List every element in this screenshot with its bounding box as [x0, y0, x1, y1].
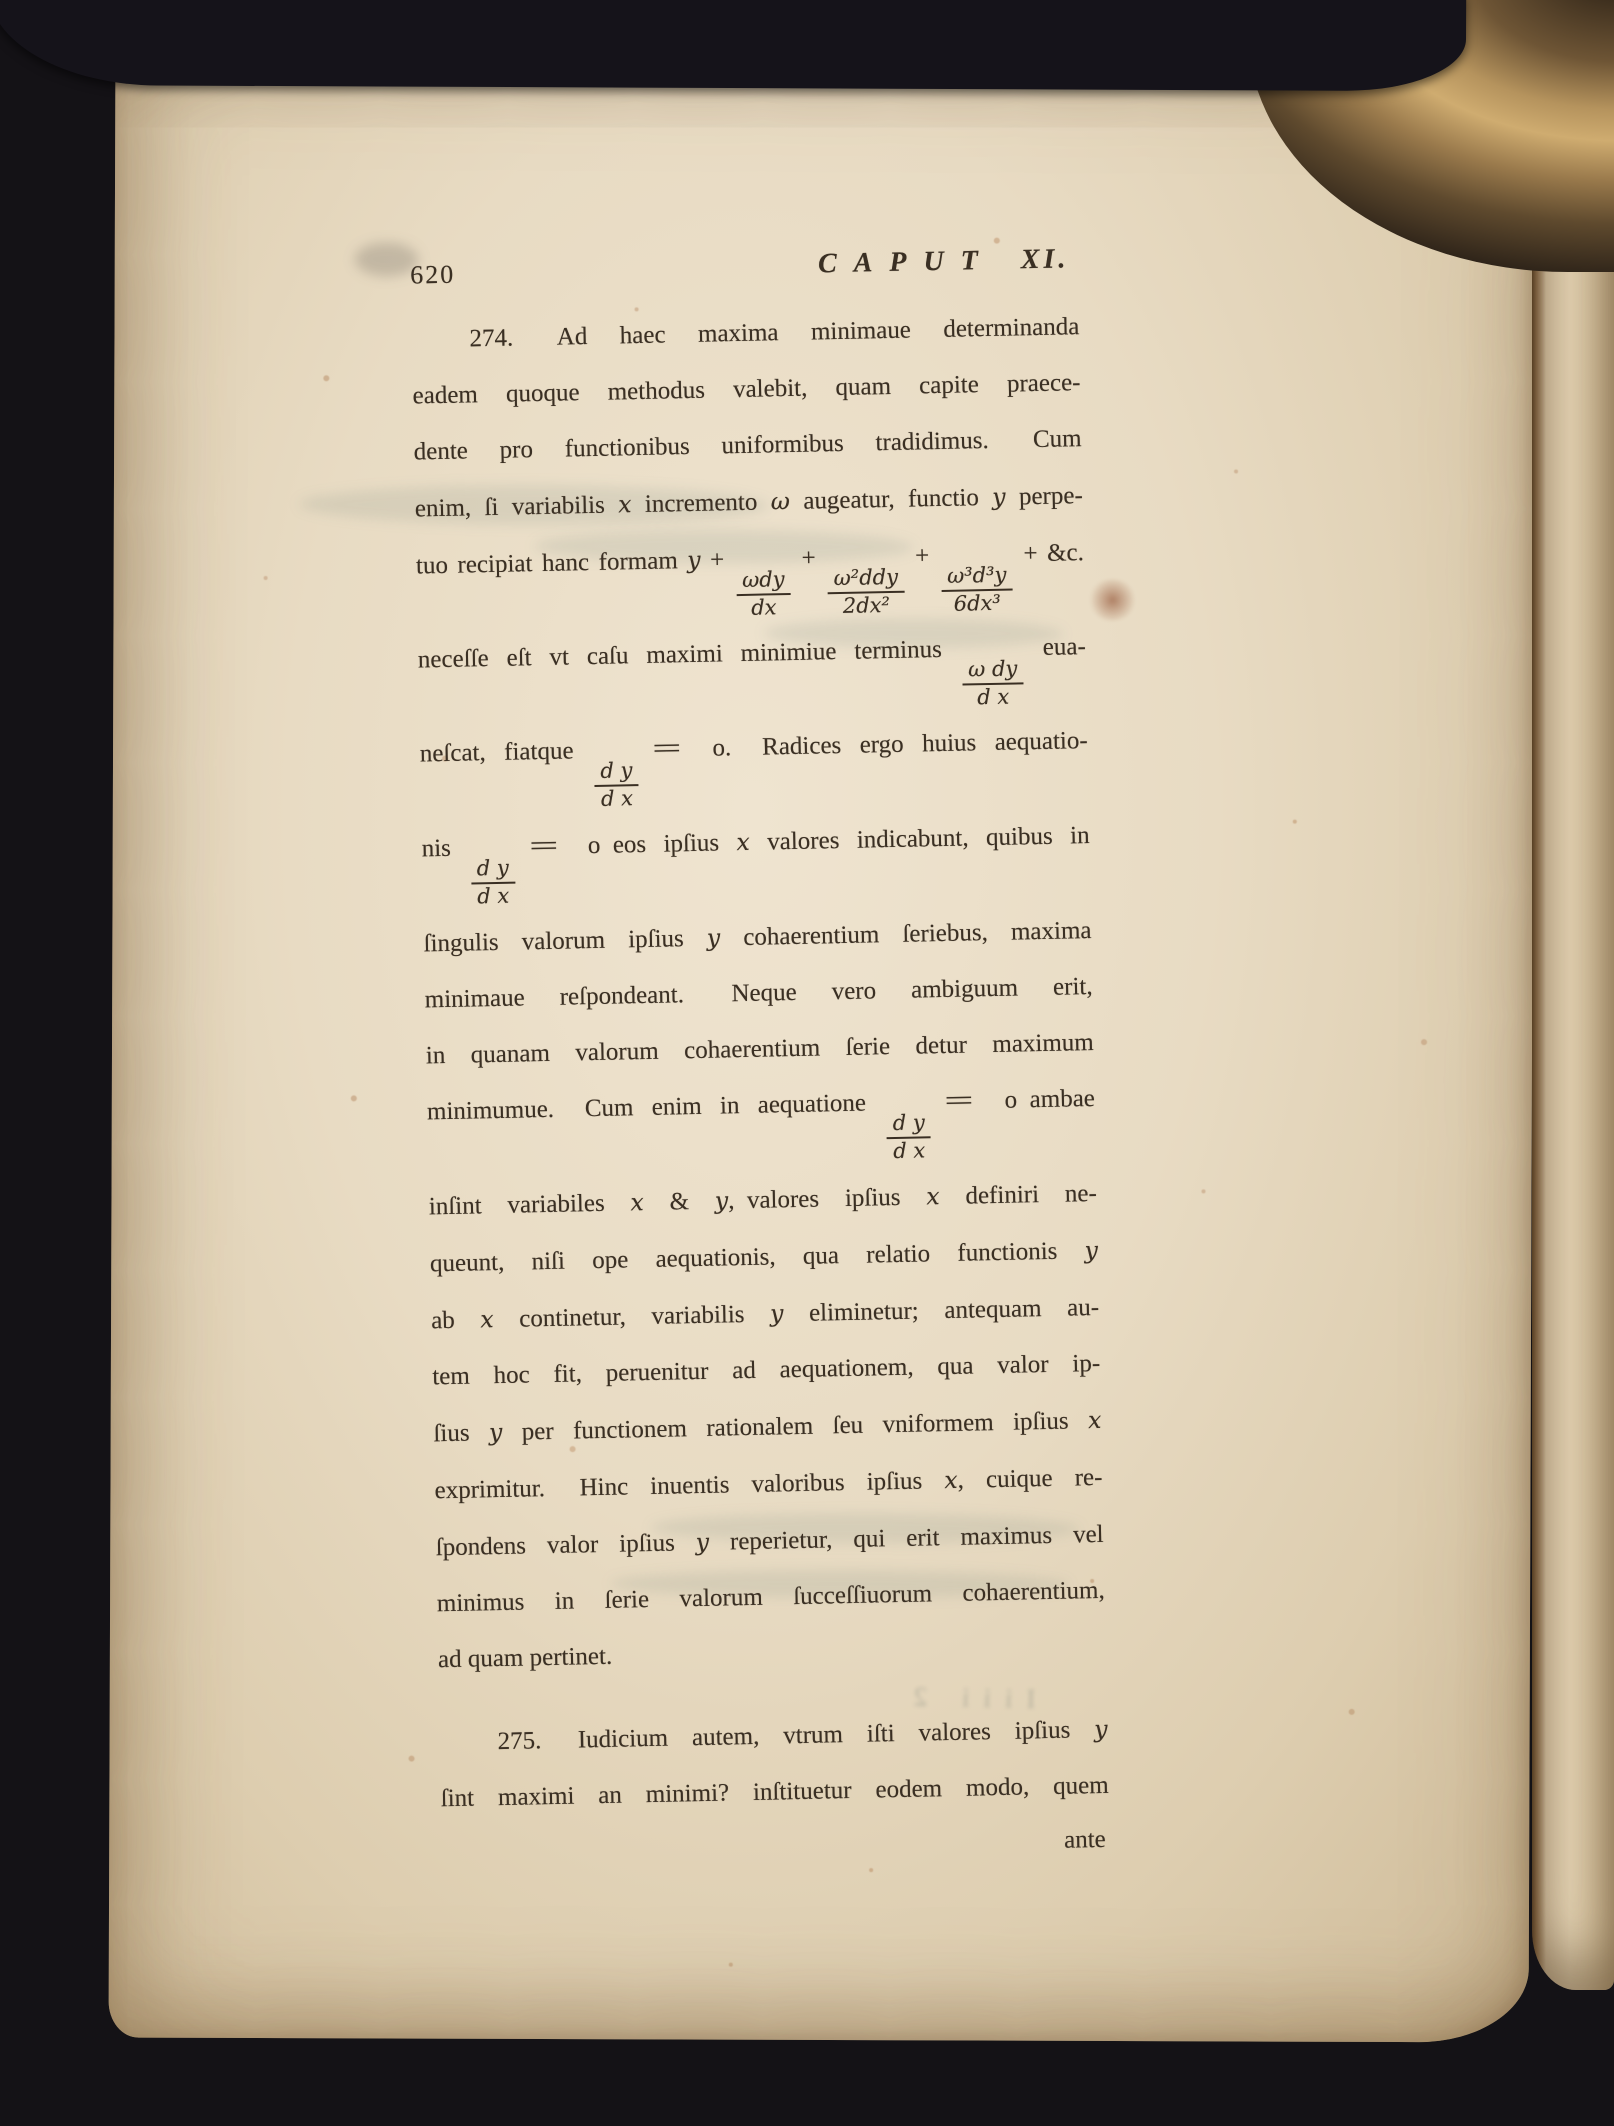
- text-segment: reperietur, qui erit maximus vel: [708, 1521, 1104, 1556]
- fraction: [941, 564, 1013, 616]
- fraction-denominator: dx: [750, 594, 777, 620]
- text-segment: 275. Iudicium autem, vtrum iſti valores ipſius: [497, 1716, 1095, 1756]
- text-segment: , valores ipſius: [727, 1183, 927, 1215]
- equals-sign: =: [528, 831, 559, 862]
- text-segment: + &c.: [1013, 539, 1085, 568]
- running-title-chapter: CAPUT: [817, 244, 996, 280]
- equals-sign: =: [651, 733, 683, 765]
- fraction-numerator: d y: [470, 857, 515, 884]
- text-segment: queunt, niſi ope aequationis, qua relatio functionis: [429, 1237, 1085, 1278]
- fraction: [827, 566, 904, 619]
- text-line: [417, 619, 1087, 726]
- text-segment: augeatur, functio: [789, 483, 993, 515]
- text-segment: dente pro functionibus uniformibus tradidimus. Cum: [413, 425, 1082, 466]
- text-segment: x: [944, 1465, 958, 1495]
- text-segment: valores indicabunt, quibus in: [749, 822, 1090, 856]
- equals-sign: =: [944, 1086, 975, 1117]
- text-segment: ω: [770, 486, 791, 516]
- text-block: [410, 241, 1110, 1879]
- text-segment: y: [706, 923, 721, 952]
- text-line: [426, 1071, 1096, 1178]
- text-segment: y: [1093, 1715, 1108, 1744]
- fraction-denominator: 2dx²: [842, 592, 891, 618]
- fraction: [962, 657, 1024, 709]
- text-segment: ſingulis valorum ipſius: [423, 924, 708, 958]
- book-page: [109, 56, 1536, 2043]
- show-through-signature: Iiii 2: [899, 1681, 1036, 1714]
- text-segment: +: [905, 542, 939, 570]
- fraction-denominator: d x: [600, 785, 634, 811]
- text-segment: ſint maximi an minimi? inſtituetur eodem modo, quem: [440, 1771, 1109, 1813]
- text-line: [419, 713, 1089, 820]
- text-segment: , cuique re-: [957, 1464, 1103, 1494]
- text-segment: minimaue reſpondeant. Neque vero ambiguum erit,: [424, 973, 1093, 1014]
- text-segment: eliminetur; antequam au-: [783, 1294, 1100, 1328]
- fraction-numerator: ω²ddy: [827, 566, 904, 594]
- running-title-number: XI.: [1020, 243, 1070, 276]
- text-segment: ſius: [433, 1419, 490, 1448]
- text-segment: ab: [430, 1306, 481, 1335]
- text-segment: y: [695, 1527, 710, 1557]
- text-segment: perpe-: [1005, 482, 1084, 511]
- text-segment: exprimitur. Hinc inuentis valoribus ipſius: [434, 1467, 945, 1505]
- paragraph-275: [439, 1701, 1109, 1827]
- text-segment: &: [643, 1187, 716, 1217]
- text-segment: in quanam valorum cohaerentium ſerie detur maximum: [425, 1029, 1094, 1070]
- catchword: ante: [1063, 1826, 1106, 1854]
- page-number: 620: [409, 259, 456, 290]
- page-fore-edge: [1532, 92, 1614, 1990]
- text-segment: neceſſe eſt vt caſu maximi minimiue terminus: [417, 635, 961, 674]
- text-segment: y: [714, 1186, 729, 1215]
- fraction-denominator: d x: [477, 883, 510, 908]
- fraction-denominator: d x: [893, 1138, 926, 1163]
- text-segment: x: [736, 827, 751, 857]
- text-line: [415, 524, 1085, 632]
- text-segment: inſint variabiles: [428, 1189, 631, 1221]
- text-segment: eua-: [1024, 633, 1087, 662]
- text-segment: y: [488, 1418, 503, 1447]
- text-segment: minimus in ſerie valorum ſucceſſiuorum cohaerentium,: [436, 1577, 1105, 1618]
- text-line: [437, 1619, 1106, 1688]
- paragraph-274: [411, 299, 1106, 1688]
- text-segment: minimumue. Cum enim in aequatione: [426, 1089, 885, 1126]
- text-segment: y: [686, 545, 701, 575]
- fraction: [886, 1111, 931, 1163]
- text-segment: x: [630, 1188, 645, 1217]
- text-segment: x: [617, 490, 632, 519]
- text-segment: o eos ipſius: [570, 829, 737, 860]
- text-segment: ad quam pertinet.: [437, 1642, 613, 1674]
- text-segment: y: [769, 1299, 784, 1328]
- text-segment: nis: [421, 834, 469, 863]
- text-segment: cohaerentium ſeriebus, maxima: [719, 917, 1092, 952]
- text-segment: tuo recipiat hanc formam: [415, 547, 688, 580]
- fraction: [470, 857, 515, 909]
- text-segment: y: [1084, 1236, 1099, 1265]
- running-title: [818, 243, 1070, 280]
- text-segment: continetur, variabilis: [493, 1300, 771, 1334]
- text-segment: +: [700, 546, 734, 574]
- fraction: [594, 759, 639, 811]
- text-segment: enim, ſi variabilis: [414, 491, 619, 523]
- text-segment: per functionem rationalem ſeu vniformem ipſius: [502, 1407, 1089, 1447]
- text-segment: +: [791, 544, 826, 572]
- text-line: [421, 807, 1091, 915]
- top-black-flap: [0, 0, 1466, 91]
- fraction-denominator: 6dx³: [953, 590, 1002, 616]
- paragraphs: [411, 299, 1109, 1827]
- fraction-numerator: d y: [886, 1111, 931, 1138]
- text-segment: eadem quoque methodus valebit, quam capite praece-: [412, 369, 1081, 410]
- text-segment: y: [991, 482, 1006, 511]
- fraction-numerator: ω³d³y: [941, 564, 1013, 592]
- text-segment: o. Radices ergo huius aequatio-: [693, 727, 1088, 763]
- text-segment: o ambae: [986, 1085, 1096, 1115]
- text-segment: x: [480, 1305, 494, 1334]
- text-segment: incremento: [631, 488, 772, 519]
- text-segment: ſpondens valor ipſius: [435, 1529, 697, 1562]
- text-segment: tem hoc fit, peruenitur ad aequationem, qua valor ip-: [432, 1350, 1101, 1391]
- stain: [1088, 579, 1136, 621]
- fraction-numerator: d y: [594, 759, 639, 786]
- text-segment: x: [1087, 1406, 1102, 1435]
- text-segment: 274. Ad haec maxima minimaue determinanda: [469, 313, 1080, 353]
- text-segment: definiri ne-: [939, 1180, 1098, 1211]
- fraction: [736, 568, 791, 620]
- text-segment: neſcat, fiatque: [419, 737, 593, 768]
- fraction-numerator: ωdy: [736, 568, 791, 596]
- text-segment: x: [926, 1182, 940, 1211]
- fraction-denominator: d x: [977, 684, 1010, 709]
- fraction-numerator: ω dy: [962, 657, 1024, 685]
